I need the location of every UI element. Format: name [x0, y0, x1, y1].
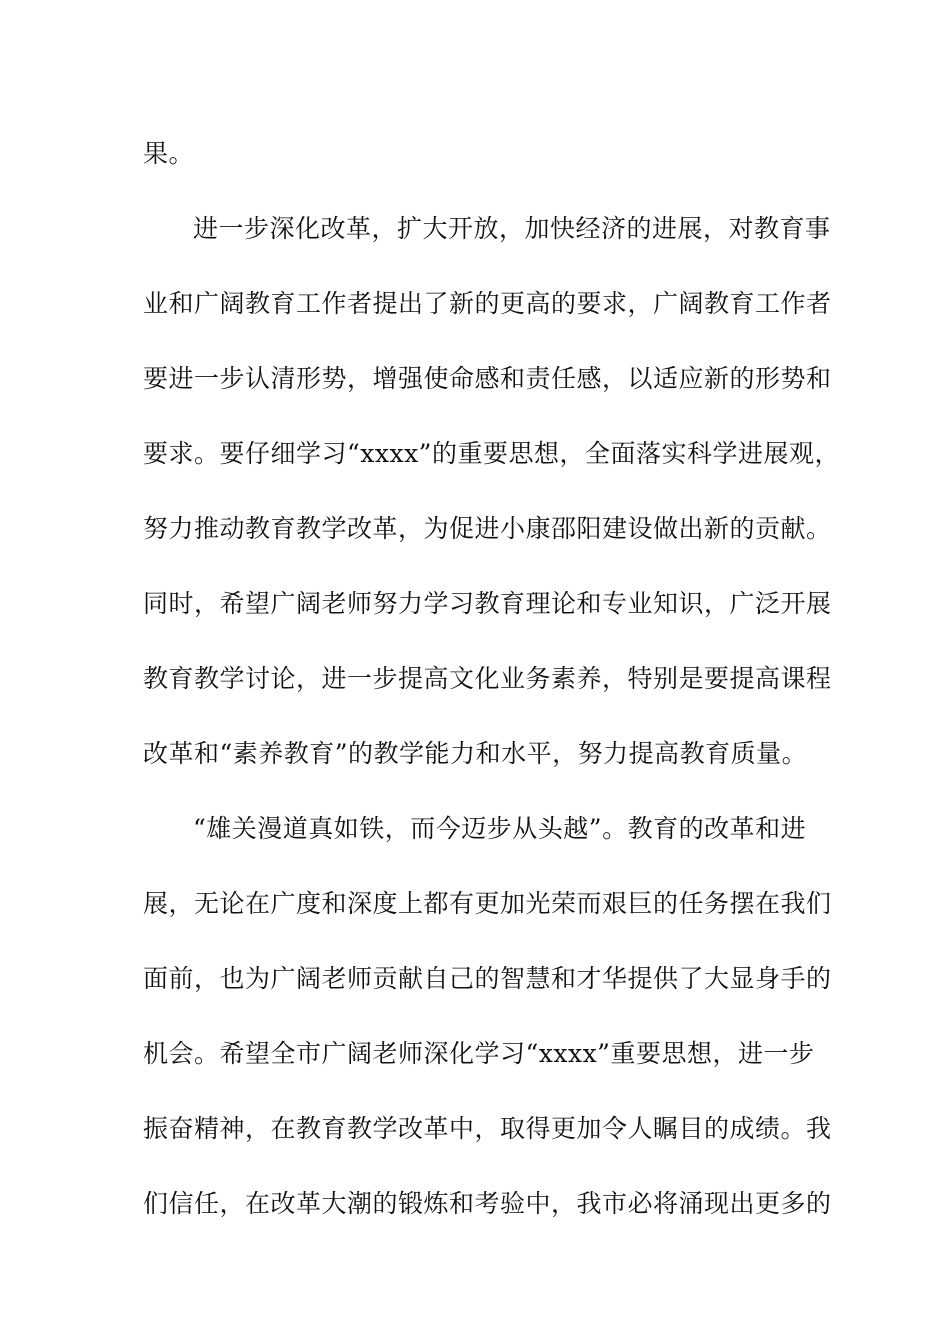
text-line: 机会。希望全市广阔老师深化学习“xxxx”重要思想，进一步 [143, 1039, 815, 1068]
text-line: 果。 [143, 139, 195, 168]
text-line: 教育教学讨论，进一步提高文化业务素养，特别是要提高课程 [143, 664, 832, 693]
paragraph-first-line: 进一步深化改革，扩大开放，加快经济的进展，对教育事 [193, 214, 831, 243]
text-line: 要进一步认清形势，增强使命感和责任感，以适应新的形势和 [143, 364, 832, 393]
text-line: 业和广阔教育工作者提出了新的更高的要求，广阔教育工作者 [143, 289, 832, 318]
text-line: 改革和“素养教育”的教学能力和水平，努力提高教育质量。 [143, 739, 808, 768]
text-line: 努力推动教育教学改革，为促进小康邵阳建设做出新的贡献。 [143, 514, 832, 543]
text-line: 要求。要仔细学习“xxxx”的重要思想，全面落实科学进展观， [143, 439, 840, 468]
text-line: 面前，也为广阔老师贡献自己的智慧和才华提供了大显身手的 [143, 964, 832, 993]
text-line: 振奋精神，在教育教学改革中，取得更加令人瞩目的成绩。我 [143, 1114, 832, 1143]
paragraph-first-line: “雄关漫道真如铁，而今迈步从头越”。教育的改革和进 [193, 814, 807, 843]
text-line: 同时，希望广阔老师努力学习教育理论和专业知识，广泛开展 [143, 589, 832, 618]
text-line: 展，无论在广度和深度上都有更加光荣而艰巨的任务摆在我们 [143, 889, 832, 918]
text-line: 们信任，在改革大潮的锻炼和考验中，我市必将涌现出更多的 [143, 1189, 832, 1218]
